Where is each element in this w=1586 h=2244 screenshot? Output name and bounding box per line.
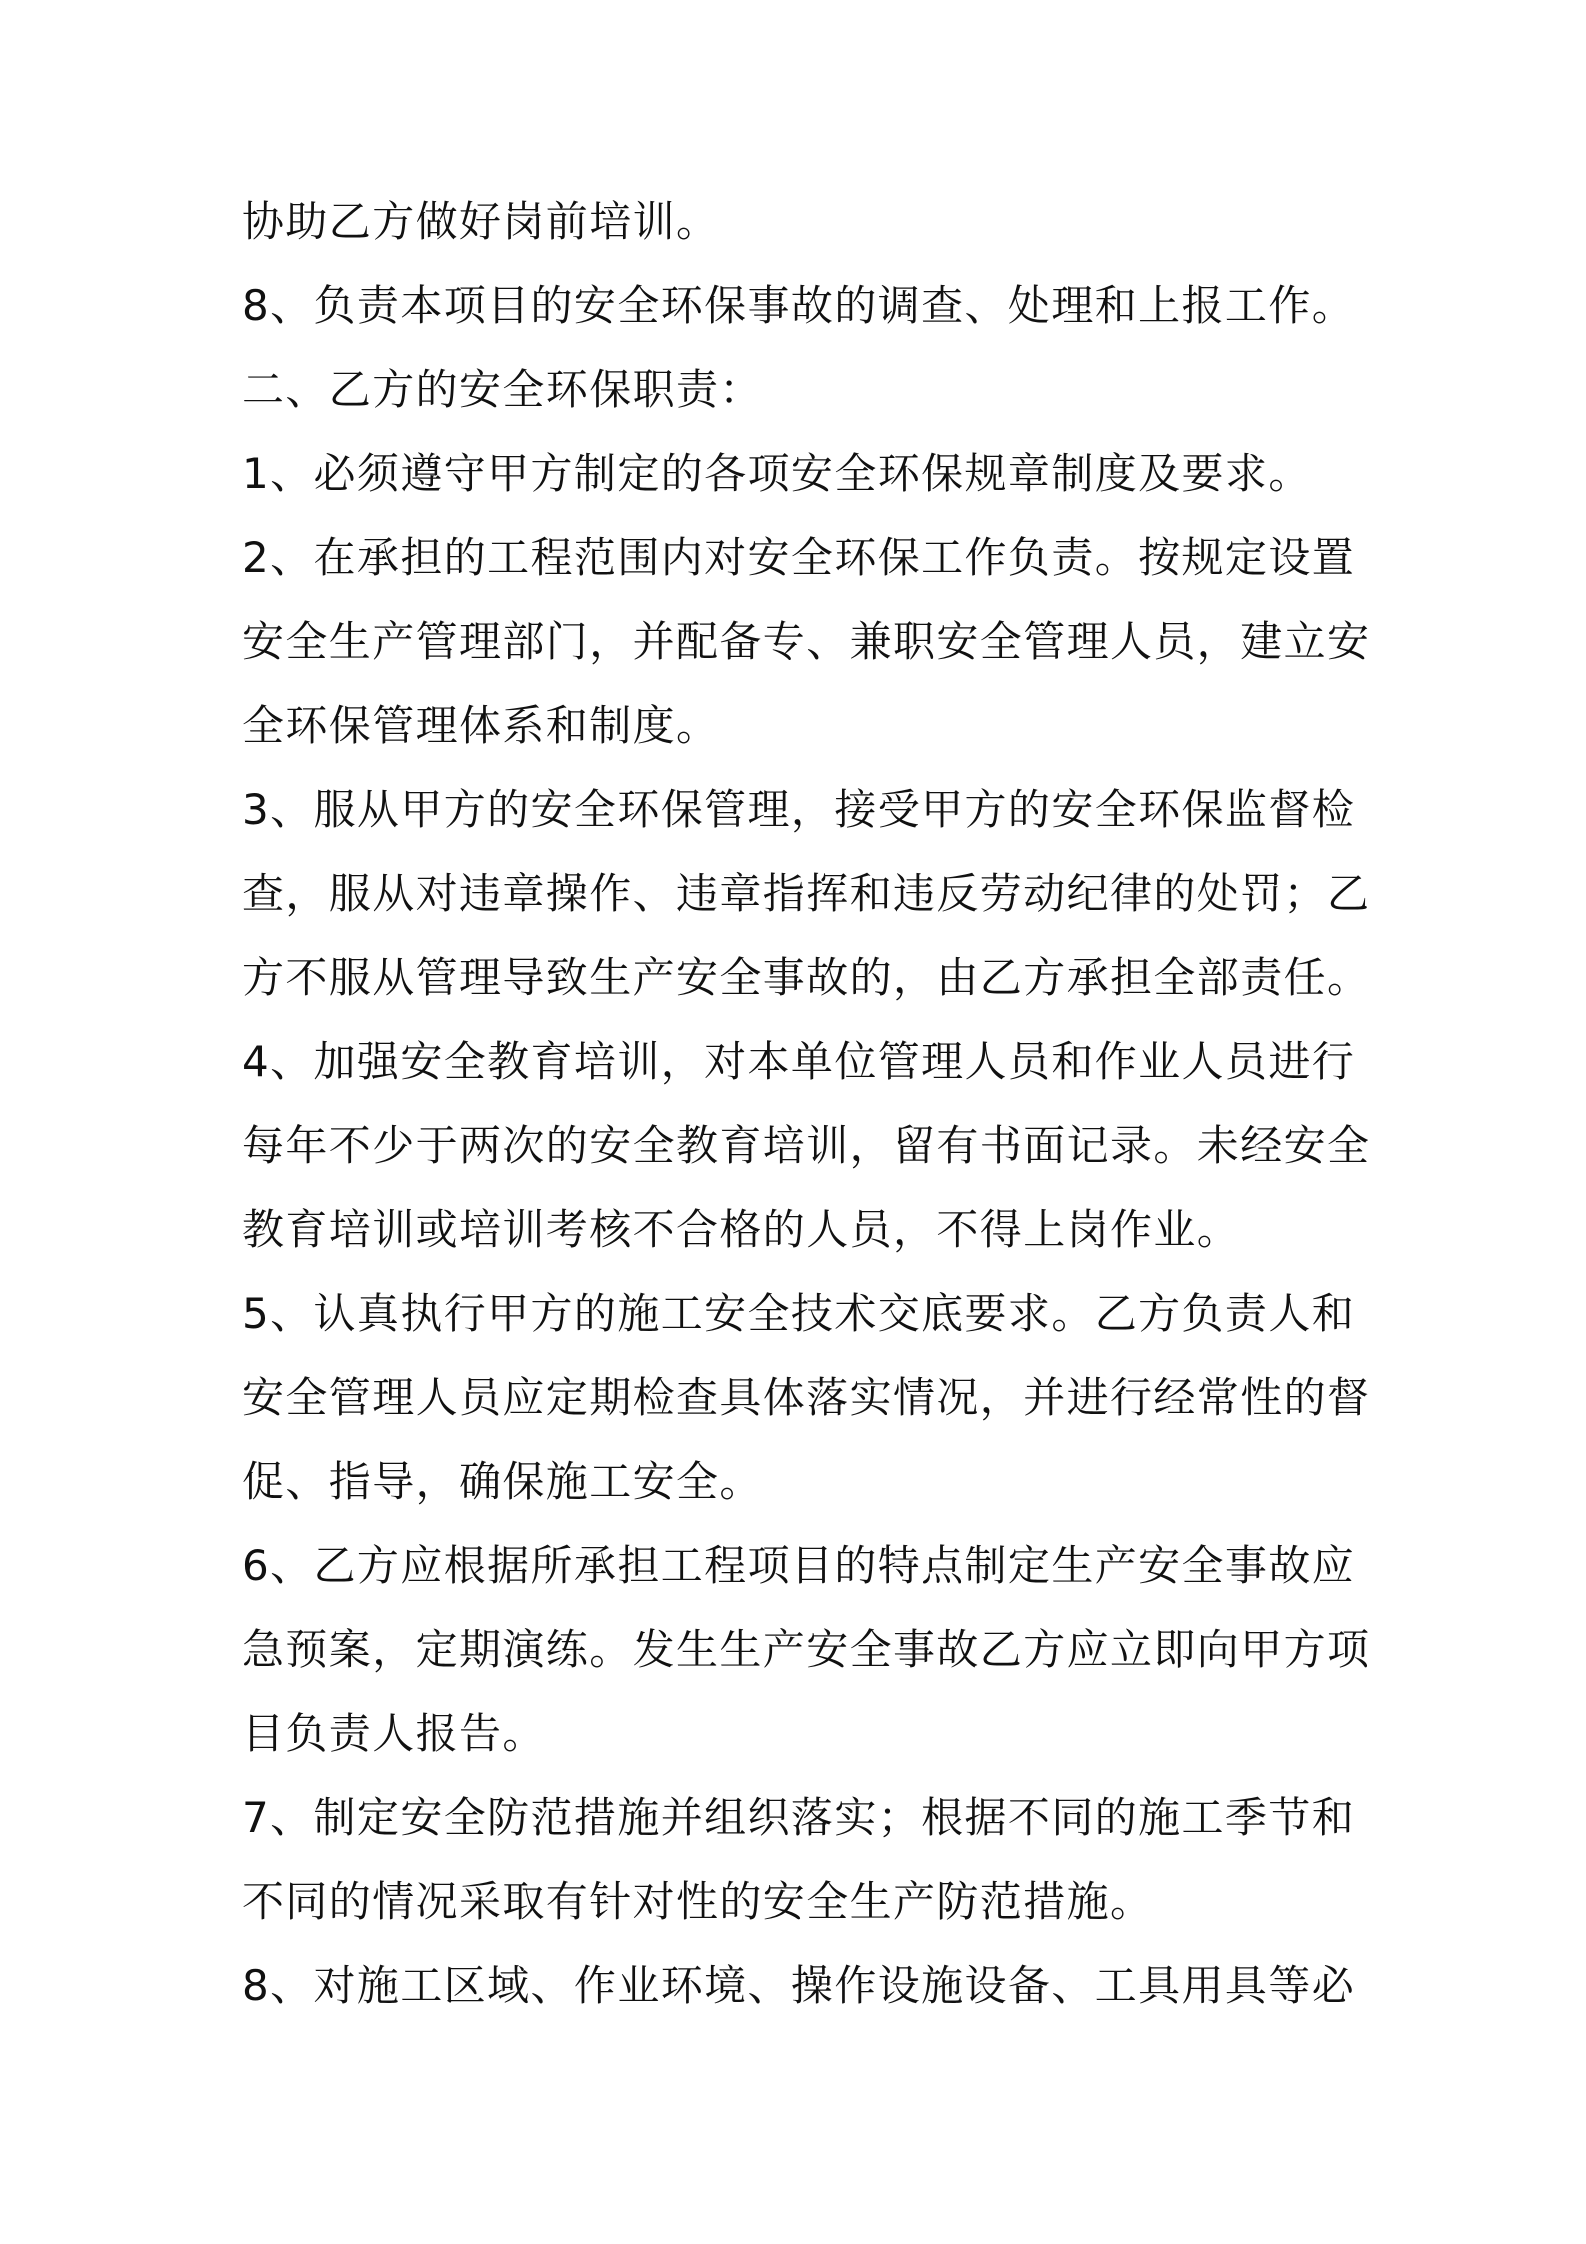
text-line: 4、加强安全教育培训，对本单位管理人员和作业人员进行 — [242, 1037, 1356, 1086]
text-line: 不同的情况采取有针对性的安全生产防范措施。 — [242, 1877, 1154, 1926]
section-heading: 二、乙方的安全环保职责： — [242, 365, 763, 414]
body-text — [242, 180, 1371, 2028]
text-line: 查，服从对违章操作、违章指挥和违反劳动纪律的处罚；乙 — [242, 869, 1371, 918]
text-line: 急预案，定期演练。发生生产安全事故乙方应立即向甲方项 — [242, 1625, 1371, 1674]
text-line: 3、服从甲方的安全环保管理，接受甲方的安全环保监督检 — [242, 785, 1356, 834]
text-line: 安全管理人员应定期检查具体落实情况，并进行经常性的督 — [242, 1373, 1371, 1422]
text-line: 教育培训或培训考核不合格的人员，不得上岗作业。 — [242, 1205, 1241, 1254]
text-line: 方不服从管理导致生产安全事故的，由乙方承担全部责任。 — [242, 953, 1371, 1002]
text-line: 安全生产管理部门，并配备专、兼职安全管理人员，建立安 — [242, 617, 1371, 666]
text-line: 2、在承担的工程范围内对安全环保工作负责。按规定设置 — [242, 533, 1356, 582]
text-line: 5、认真执行甲方的施工安全技术交底要求。乙方负责人和 — [242, 1289, 1356, 1338]
text-line: 7、制定安全防范措施并组织落实；根据不同的施工季节和 — [242, 1793, 1356, 1842]
text-line: 8、负责本项目的安全环保事故的调查、处理和上报工作。 — [242, 281, 1356, 330]
text-line: 目负责人报告。 — [242, 1709, 546, 1758]
text-line: 1、必须遵守甲方制定的各项安全环保规章制度及要求。 — [242, 449, 1312, 498]
text-line: 6、乙方应根据所承担工程项目的特点制定生产安全事故应 — [242, 1541, 1356, 1590]
text-line: 协助乙方做好岗前培训。 — [242, 197, 720, 246]
text-line: 全环保管理体系和制度。 — [242, 701, 720, 750]
text-line: 8、对施工区域、作业环境、操作设施设备、工具用具等必 — [242, 1961, 1356, 2010]
text-line: 促、指导，确保施工安全。 — [242, 1457, 763, 1506]
text-line: 每年不少于两次的安全教育培训，留有书面记录。未经安全 — [242, 1121, 1371, 1170]
